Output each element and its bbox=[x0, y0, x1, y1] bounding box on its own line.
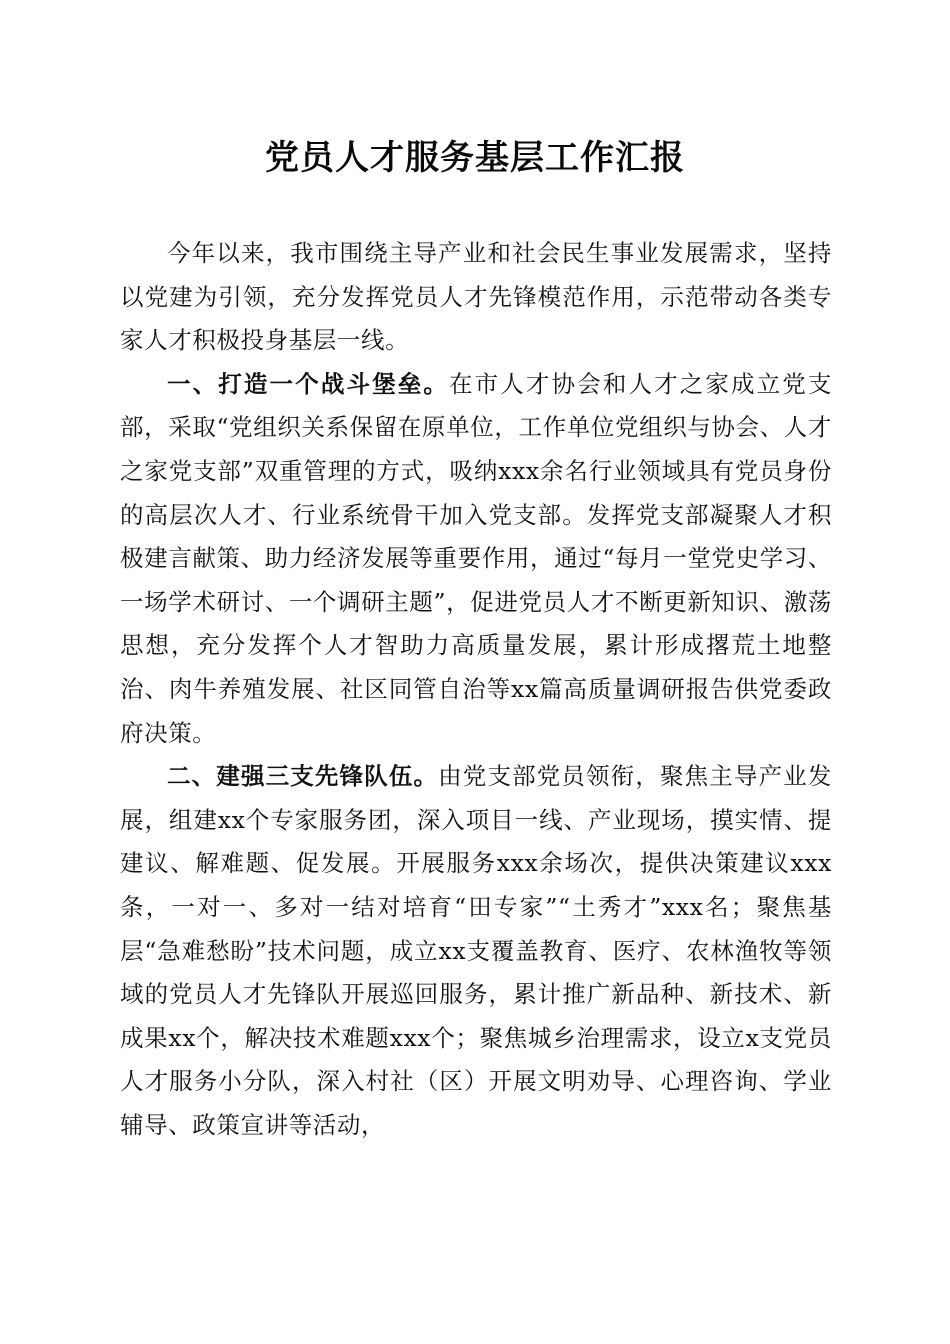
section-paragraph-2 bbox=[120, 755, 832, 1147]
section-heading-1: 一、打造一个战斗堡垒。 bbox=[167, 369, 449, 398]
section-text-2: 由党支部党员领衔，聚焦主导产业发展，组建xx个专家服务团，深入项目一线、产业现场，摸实情、提建议、解难题、促发展。开展服务xxx余场次，提供决策建议xxx条，一对一、多对一结对培育“田专家”“土秀才”xxx名；聚焦基层“急难愁盼”技术问题，成立xx支覆盖教育、医疗、农林渔牧等领域的党员人才先锋队开展巡回服务，累计推广新品种、新技术、新成果xx个，解决技术难题xxx个；聚焦城乡治理需求，设立x支党员人才服务小分队，深入村社（区）开展文明劝导、心理咨询、学业辅导、政策宣讲等活动， bbox=[120, 762, 832, 1139]
section-heading-2: 二、建强三支先锋队伍。 bbox=[167, 762, 439, 791]
intro-paragraph: 今年以来，我市围绕主导产业和社会民生事业发展需求，坚持以党建为引领，充分发挥党员人才先锋模范作用，示范带动各类专家人才积极投身基层一线。 bbox=[120, 239, 832, 355]
document-body bbox=[120, 232, 832, 1147]
document-title: 党员人才服务基层工作汇报 bbox=[265, 138, 685, 178]
section-text-1: 在市人才协会和人才之家成立党支部，采取“党组织关系保留在原单位，工作单位党组织与协会、人才之家党支部”双重管理的方式，吸纳xxx余名行业领域具有党员身份的高层次人才、行业系统骨干加入党支部。发挥党支部凝聚人才积极建言献策、助力经济发展等重要作用，通过“每月一堂党史学习、一场学术研讨、一个调研主题”，促进党员人才不断更新知识、激荡思想，充分发挥个人才智助力高质量发展，累计形成撂荒土地整治、肉牛养殖发展、社区同管自治等xx篇高质量调研报告供党委政府决策。 bbox=[120, 369, 832, 747]
section-paragraph-1 bbox=[120, 363, 832, 755]
